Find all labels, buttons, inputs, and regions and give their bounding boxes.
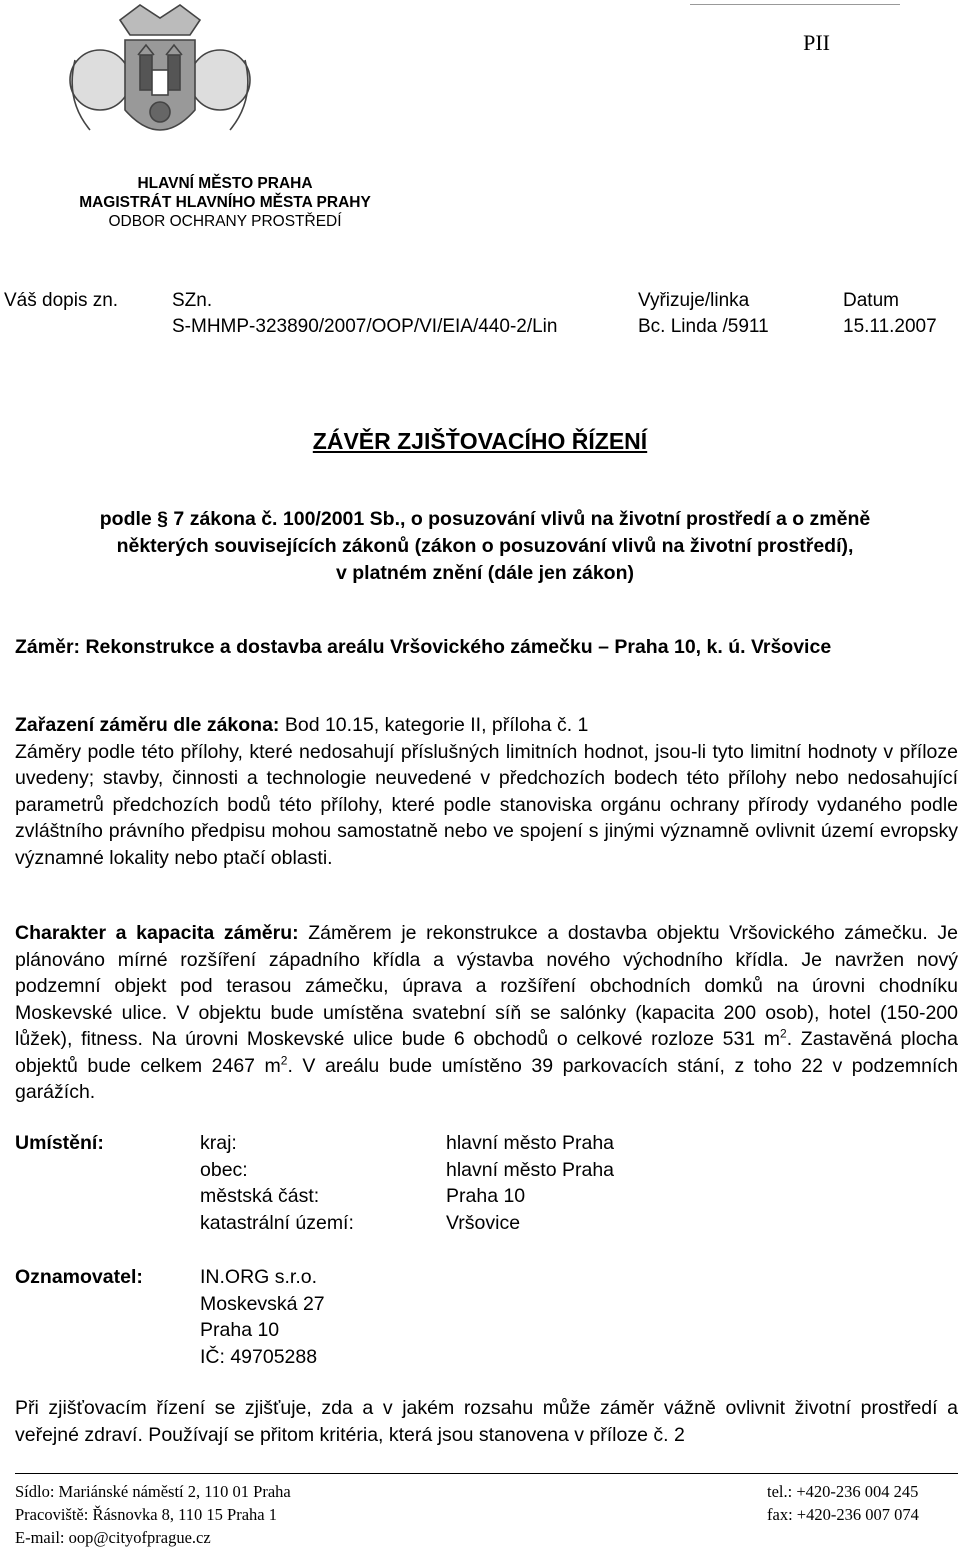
footer-rule bbox=[15, 1473, 958, 1474]
intent-text: Rekonstrukce a dostavba areálu Vršovického zámečku – Praha 10, k. ú. Vršovice bbox=[85, 636, 832, 658]
szn-value: S-MHMP-323890/2007/OOP/VI/EIA/440-2/Lin bbox=[172, 316, 558, 337]
notifier-label: Oznamovatel: bbox=[15, 1266, 143, 1288]
footer-seat: Sídlo: Mariánské náměstí 2, 110 01 Praha bbox=[15, 1482, 291, 1501]
character-text-a: Záměrem je rekonstrukce a dostavba objektu Vršovického zámečku. Je plánováno mírné rozšíření západního křídla a výstavba nového východního křídla. Je navržen nový podzemní objekt pod terasou zámečku, úprava a rozšíření obchodních domků na úrovni chodníku Moskevské ulice. V objektu bude umístěna svatební síň se salónky (kapacita 200 osob), hotel (150-200 lůžek), fitness. Na úrovni Moskevské ulice bude 6 obchodů o celkové rozloze 531 m bbox=[15, 922, 958, 1050]
classification-label: Zařazení záměru dle zákona: bbox=[15, 714, 280, 736]
handler-label: Vyřizuje/linka bbox=[638, 290, 750, 311]
character-section bbox=[15, 920, 958, 1106]
closing-paragraph: Při zjišťovacím řízení se zjišťuje, zda a v jakém rozsahu může záměr vážně ovlivnit životní prostředí a veřejné zdraví. Používají se přitom kritéria, která jsou stanovena v příloze č. 2 bbox=[15, 1397, 958, 1446]
notifier-line: IČ: 49705288 bbox=[200, 1345, 318, 1368]
org-line-2: MAGISTRÁT HLAVNÍHO MĚSTA PRAHY bbox=[79, 194, 371, 211]
location-key: kraj: bbox=[200, 1132, 237, 1154]
document-stamp: PII bbox=[803, 30, 830, 55]
legal-basis bbox=[20, 506, 950, 587]
notifier-line: Praha 10 bbox=[200, 1319, 280, 1341]
character-text-c: . V areálu bude umístěno 39 parkovacích stání, z toho 22 v podzemních garážích. bbox=[15, 1054, 959, 1103]
location-value: Vršovice bbox=[446, 1211, 521, 1234]
org-line-1: HLAVNÍ MĚSTO PRAHA bbox=[137, 175, 313, 192]
date-label: Datum bbox=[843, 290, 899, 311]
character-label: Charakter a kapacita záměru: bbox=[15, 922, 299, 944]
intent-label: Záměr: bbox=[15, 636, 81, 658]
location-key: katastrální území: bbox=[200, 1211, 354, 1234]
date-value: 15.11.2007 bbox=[843, 316, 937, 337]
szn-label: SZn. bbox=[172, 290, 213, 311]
character-sup-2: 2 bbox=[280, 1053, 288, 1067]
location-keys bbox=[200, 1130, 354, 1236]
your-letter-label: Váš dopis zn. bbox=[4, 290, 119, 311]
notifier-address bbox=[200, 1264, 325, 1370]
top-rule bbox=[690, 4, 900, 5]
location-values bbox=[446, 1130, 614, 1236]
footer-left bbox=[15, 1480, 291, 1549]
location-key: městská část: bbox=[200, 1185, 320, 1207]
classification-section bbox=[15, 712, 958, 871]
intent-section bbox=[15, 634, 958, 661]
location-label: Umístění: bbox=[15, 1132, 104, 1154]
classification-body: Záměry podle této přílohy, které nedosahují příslušných limitních hodnot, jsou-li tyto limitní hodnoty v příloze uvedeny; stavby, činnosti a technologie neuvedené v předchozích bodech této přílohy nebo nedosahující parametrů předchozích bodů této přílohy, které podle stanoviska orgánu ochrany přírody vydaného podle zvláštního právního předpisu mohou samostatně nebo ve spojení s jinými významně ovlivnit území evropsky významné lokality nebo ptačí oblasti. bbox=[15, 740, 958, 869]
handler-value: Bc. Linda /5911 bbox=[638, 316, 769, 337]
org-line-3: ODBOR OCHRANY PROSTŘEDÍ bbox=[108, 213, 342, 230]
notifier-line: Moskevská 27 bbox=[200, 1292, 325, 1315]
legal-basis-line-1: podle § 7 zákona č. 100/2001 Sb., o posuzování vlivů na životní prostředí a o změně bbox=[99, 508, 871, 530]
notifier-line: IN.ORG s.r.o. bbox=[200, 1266, 318, 1288]
location-value: hlavní město Praha bbox=[446, 1132, 615, 1154]
classification-text: Bod 10.15, kategorie II, příloha č. 1 bbox=[284, 714, 589, 736]
footer-email: E-mail: oop@cityofprague.cz bbox=[15, 1528, 211, 1547]
location-value: hlavní město Praha bbox=[446, 1158, 615, 1181]
prague-crest-logo bbox=[60, 0, 260, 160]
footer-fax: fax: +420-236 007 074 bbox=[767, 1505, 919, 1524]
footer-workplace: Pracoviště: Řásnovka 8, 110 15 Praha 1 bbox=[15, 1505, 277, 1524]
footer-tel: tel.: +420-236 004 245 bbox=[767, 1482, 919, 1501]
character-text-b: . Zastavěná plocha objektů bude celkem 2467 m bbox=[15, 1028, 958, 1077]
location-key: obec: bbox=[200, 1158, 248, 1181]
footer-right bbox=[767, 1480, 919, 1526]
character-sup-1: 2 bbox=[780, 1026, 787, 1041]
legal-basis-line-3: v platném znění (dále jen zákon) bbox=[336, 562, 634, 584]
legal-basis-line-2: některých souvisejících zákonů (zákon o posuzování vlivů na životní prostředí), bbox=[116, 535, 854, 557]
document-title: ZÁVĚR ZJIŠŤOVACÍHO ŘÍZENÍ bbox=[312, 428, 648, 454]
location-value: Praha 10 bbox=[446, 1185, 526, 1207]
